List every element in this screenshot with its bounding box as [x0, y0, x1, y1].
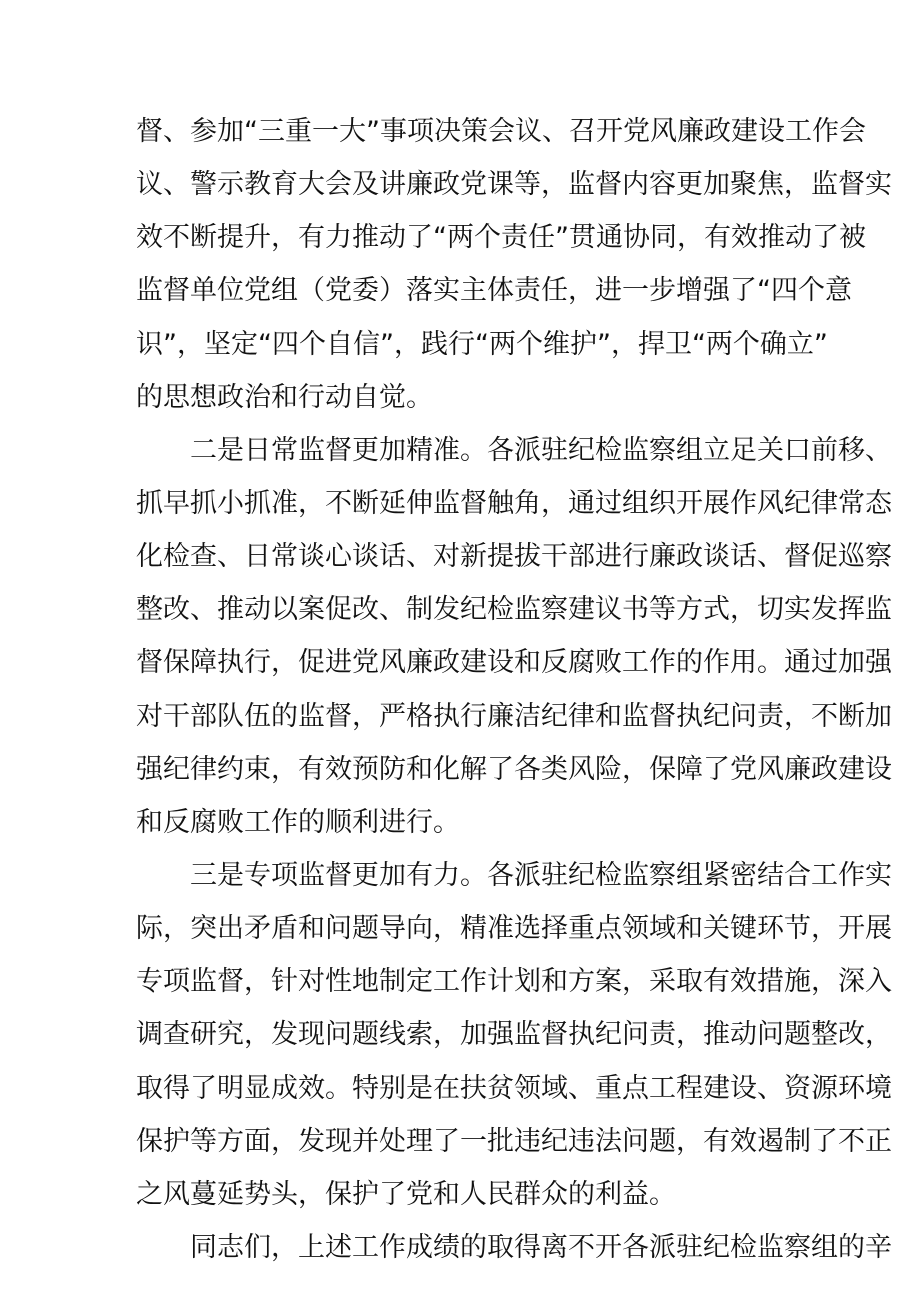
text-line: 督保障执行，促进党风廉政建设和反腐败工作的作用。通过加强	[136, 647, 892, 678]
text-line: 调查研究，发现问题线索，加强监督执纪问责，推动问题整改，	[136, 1019, 892, 1050]
text-line: 取得了明显成效。特别是在扶贫领域、重点工程建设、资源环境	[136, 1073, 892, 1104]
text-line: 整改、推动以案促改、制发纪检监察建议书等方式，切实发挥监	[136, 594, 892, 625]
paragraph-first-line: 二是日常监督更加精准。各派驻纪检监察组立足关口前移、	[190, 435, 892, 466]
text-line: 专项监督，针对性地制定工作计划和方案，采取有效措施，深入	[136, 966, 892, 997]
paragraph-first-line: 同志们，上述工作成绩的取得离不开各派驻纪检监察组的辛	[190, 1232, 892, 1263]
text-line: 监督单位党组（党委）落实主体责任，进一步增强了“四个意	[136, 275, 852, 306]
text-line: 抓早抓小抓准，不断延伸监督触角，通过组织开展作风纪律常态	[136, 488, 892, 519]
text-line: 识”，坚定“四个自信”，践行“两个维护”，捍卫“两个确立”	[136, 329, 828, 360]
text-line: 效不断提升，有力推动了“两个责任”贯通协同，有效推动了被	[136, 222, 866, 253]
text-line: 的思想政治和行动自觉。	[136, 382, 433, 413]
text-line: 对干部队伍的监督，严格执行廉洁纪律和监督执纪问责，不断加	[136, 701, 892, 732]
text-line: 化检查、日常谈心谈话、对新提拔干部进行廉政谈话、督促巡察	[136, 541, 892, 572]
text-line: 督、参加“三重一大”事项决策会议、召开党风廉政建设工作会	[136, 116, 866, 147]
text-line: 议、警示教育大会及讲廉政党课等，监督内容更加聚焦，监督实	[136, 169, 892, 200]
text-line: 际，突出矛盾和问题导向，精准选择重点领域和关键环节，开展	[136, 913, 892, 944]
text-line: 强纪律约束，有效预防和化解了各类风险，保障了党风廉政建设	[136, 754, 892, 785]
text-line: 之风蔓延势头，保护了党和人民群众的利益。	[136, 1179, 676, 1210]
text-line: 和反腐败工作的顺利进行。	[136, 807, 460, 838]
paragraph-first-line: 三是专项监督更加有力。各派驻纪检监察组紧密结合工作实	[190, 860, 892, 891]
text-line: 保护等方面，发现并处理了一批违纪违法问题，有效遏制了不正	[136, 1126, 892, 1157]
